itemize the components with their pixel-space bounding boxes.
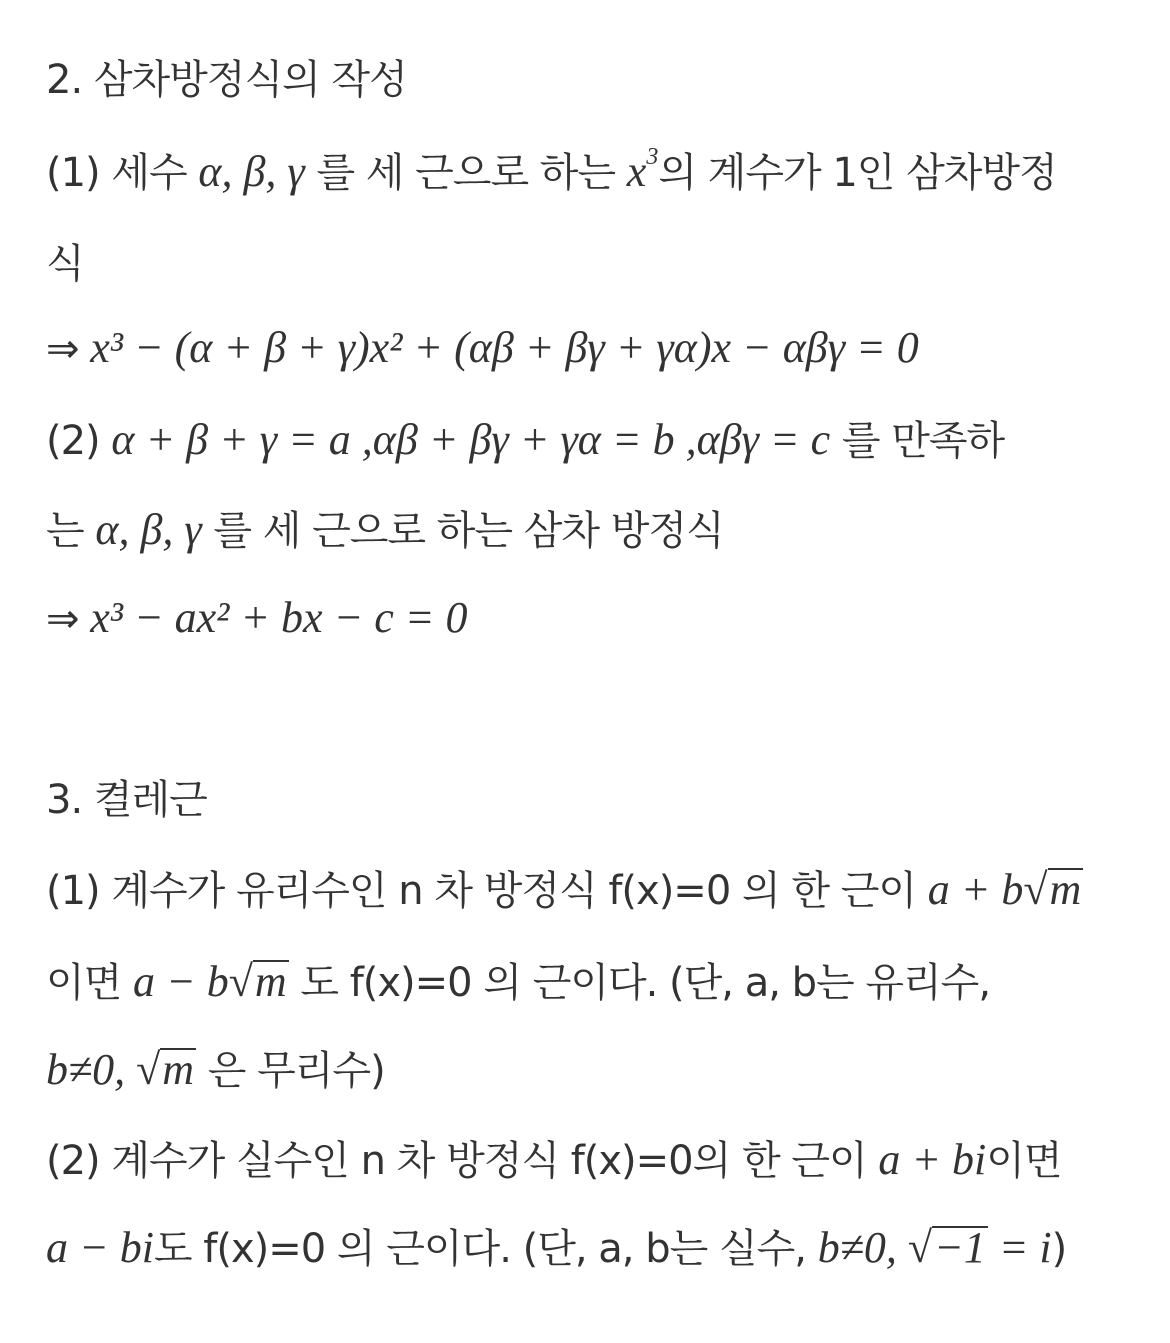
implies-arrow-1: ⇒ xyxy=(46,326,79,372)
s2-item-1-roots: α, β, γ xyxy=(198,147,305,196)
vieta-relations: α + β + γ = a ,αβ + βγ + γα = b ,αβγ = c xyxy=(111,415,831,464)
s3-item-1-conjugate: a − b√ xyxy=(133,957,253,1006)
s2-item-1-x: x xyxy=(626,147,647,196)
s3-item-2-close: ) xyxy=(1051,1226,1067,1272)
s2-item-2-roots: α, β, γ xyxy=(95,505,202,554)
s2-formula-2 xyxy=(46,590,468,647)
s2-item-2-post: 를 만족하 xyxy=(830,418,1005,464)
s3-item-1-condition-math: b≠0, √ xyxy=(46,1045,161,1094)
s3-item-2-condition-radicand: −1 xyxy=(934,1223,986,1272)
s2-item-1-exponent: 3 xyxy=(646,144,659,170)
s3-item-1-conjugate-radicand: m xyxy=(254,957,287,1006)
s2-item-1-mid: 를 세 근으로 하는 xyxy=(304,150,627,196)
s3-item-1-condition-post: 은 무리수) xyxy=(196,1048,385,1094)
section-2-title xyxy=(46,52,407,108)
s3-item-2-continuation xyxy=(46,1220,1066,1277)
s3-item-2-conjugate: a − bi xyxy=(46,1223,154,1272)
s2-item-1-post: 의 계수가 1인 삼차방정 xyxy=(658,150,1057,196)
s3-item-2-prefix: (2) 계수가 실수인 n 차 방정식 f(x)=0의 한 근이 xyxy=(46,1138,879,1184)
s3-item-2-condition-math: b≠0, √ xyxy=(817,1223,932,1272)
s3-item-1-condition-radicand: m xyxy=(162,1045,195,1094)
s2-item-2-prefix: (2) xyxy=(46,418,112,464)
s3-item-2-post: 이면 xyxy=(986,1138,1062,1184)
implies-arrow-2: ⇒ xyxy=(46,596,79,642)
s2-item-2-line xyxy=(46,412,1004,469)
section-2-title-text: 2. 삼차방정식의 작성 xyxy=(46,57,407,103)
s2-formula-1 xyxy=(46,320,919,377)
s3-item-2-cont-post: 도 f(x)=0 의 근이다. (단, a, b는 실수, xyxy=(153,1226,818,1272)
section-3-title xyxy=(46,772,207,828)
s2-item-1-continuation xyxy=(46,236,84,292)
s2-item-1-line xyxy=(46,144,1057,201)
s3-item-1-cont-pre: 이면 xyxy=(46,960,133,1006)
cubic-expansion-formula: x³ − (α + β + γ)x² + (αβ + βγ + γα)x − αβγ = 0 xyxy=(90,323,919,372)
s3-item-2-root: a + bi xyxy=(878,1135,987,1184)
s2-item-1-cont-text: 식 xyxy=(46,241,84,287)
s3-item-1-prefix: (1) 계수가 유리수인 n 차 방정식 f(x)=0 의 한 근이 xyxy=(46,868,928,914)
s3-item-1-line xyxy=(46,862,1083,919)
s2-item-1-x-power xyxy=(626,144,659,196)
s2-item-2-cont-post: 를 세 근으로 하는 삼차 방정식 xyxy=(201,508,724,554)
s2-item-2-cont-pre: 는 xyxy=(46,508,96,554)
cubic-coefficient-formula: x³ − ax² + bx − c = 0 xyxy=(90,593,468,642)
s2-item-1-prefix: (1) 세수 xyxy=(46,150,199,196)
s3-item-1-radicand: m xyxy=(1049,865,1082,914)
s3-item-2-line xyxy=(46,1132,1062,1189)
s3-item-1-cont-post: 도 f(x)=0 의 근이다. (단, a, b는 유리수, xyxy=(288,960,991,1006)
s3-item-1-continuation xyxy=(46,954,990,1011)
s2-item-2-continuation xyxy=(46,502,724,559)
s3-item-1-condition xyxy=(46,1042,385,1099)
s3-item-2-condition-tail: = i xyxy=(987,1223,1052,1272)
s3-item-1-root: a + b√ xyxy=(927,865,1048,914)
section-3-title-text: 3. 켤레근 xyxy=(46,777,207,823)
